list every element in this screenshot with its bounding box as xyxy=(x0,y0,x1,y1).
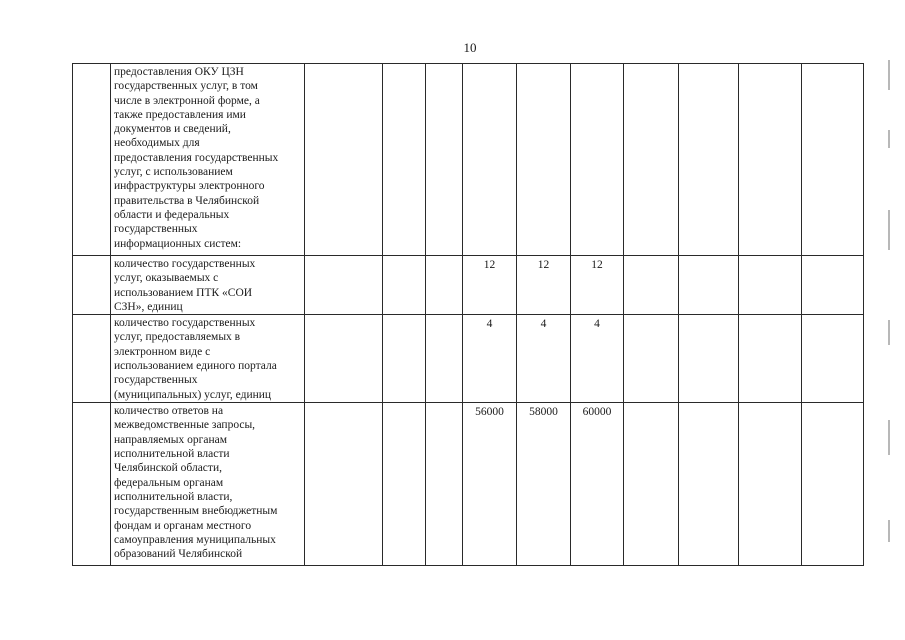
value-cell: 12 xyxy=(463,256,517,315)
table-cell xyxy=(679,256,739,315)
value-cell: 58000 xyxy=(517,403,571,566)
table-cell xyxy=(426,256,463,315)
table-row xyxy=(73,256,864,315)
scan-noise-marks xyxy=(886,60,894,600)
table-row xyxy=(73,64,864,256)
table-cell xyxy=(624,256,679,315)
table-cell xyxy=(383,403,426,566)
table-row xyxy=(73,315,864,403)
value-cell: 4 xyxy=(517,315,571,403)
table-cell xyxy=(802,403,864,566)
value-cell: 4 xyxy=(571,315,624,403)
table-cell xyxy=(739,64,802,256)
table-cell xyxy=(305,315,383,403)
indicator-description: количество государственных услуг, оказываемых с использованием ПТК «СОИ СЗН», единиц xyxy=(111,256,305,315)
table-cell xyxy=(802,256,864,315)
table-cell xyxy=(739,256,802,315)
table-cell xyxy=(426,315,463,403)
value-cell xyxy=(517,64,571,256)
table-cell xyxy=(305,64,383,256)
value-cell: 60000 xyxy=(571,403,624,566)
table-cell xyxy=(679,64,739,256)
table-row xyxy=(73,403,864,566)
value-cell: 12 xyxy=(571,256,624,315)
indicator-description: количество государственных услуг, предоставляемых в электронном виде с использованием единого портала государственных (муниципальных) услуг, единиц xyxy=(111,315,305,403)
value-cell xyxy=(463,64,517,256)
page-number: 10 xyxy=(463,40,477,55)
value-cell xyxy=(571,64,624,256)
table-cell xyxy=(624,315,679,403)
indicator-description: количество ответов на межведомственные запросы, направляемых органам исполнительной власти Челябинской области, федеральным органам исполнительной власти, государственным внебюджетным фондам и органам местного самоуправления муниципальных образований Челябинской xyxy=(111,403,305,566)
table-cell xyxy=(305,403,383,566)
table-cell xyxy=(624,403,679,566)
table-cell xyxy=(426,403,463,566)
table-cell xyxy=(624,64,679,256)
value-cell: 12 xyxy=(517,256,571,315)
table-cell xyxy=(73,256,111,315)
value-cell: 4 xyxy=(463,315,517,403)
value-cell: 56000 xyxy=(463,403,517,566)
table-cell xyxy=(383,64,426,256)
table-cell xyxy=(426,64,463,256)
table-cell xyxy=(73,315,111,403)
indicator-description: предоставления ОКУ ЦЗН государственных услуг, в том числе в электронной форме, а также предоставления ими документов и сведений, необходимых для предоставления государственных услуг, с использованием инфраструктуры электронного правительства в Челябинской области и федеральных государственных информационных систем: xyxy=(111,64,305,256)
table-cell xyxy=(383,256,426,315)
table-cell xyxy=(305,256,383,315)
table-cell xyxy=(739,315,802,403)
table-cell xyxy=(679,315,739,403)
table-cell xyxy=(73,403,111,566)
table-cell xyxy=(739,403,802,566)
table-cell xyxy=(802,64,864,256)
table-cell xyxy=(383,315,426,403)
table-cell xyxy=(802,315,864,403)
indicator-table xyxy=(72,63,864,566)
table-cell xyxy=(73,64,111,256)
table-cell xyxy=(679,403,739,566)
